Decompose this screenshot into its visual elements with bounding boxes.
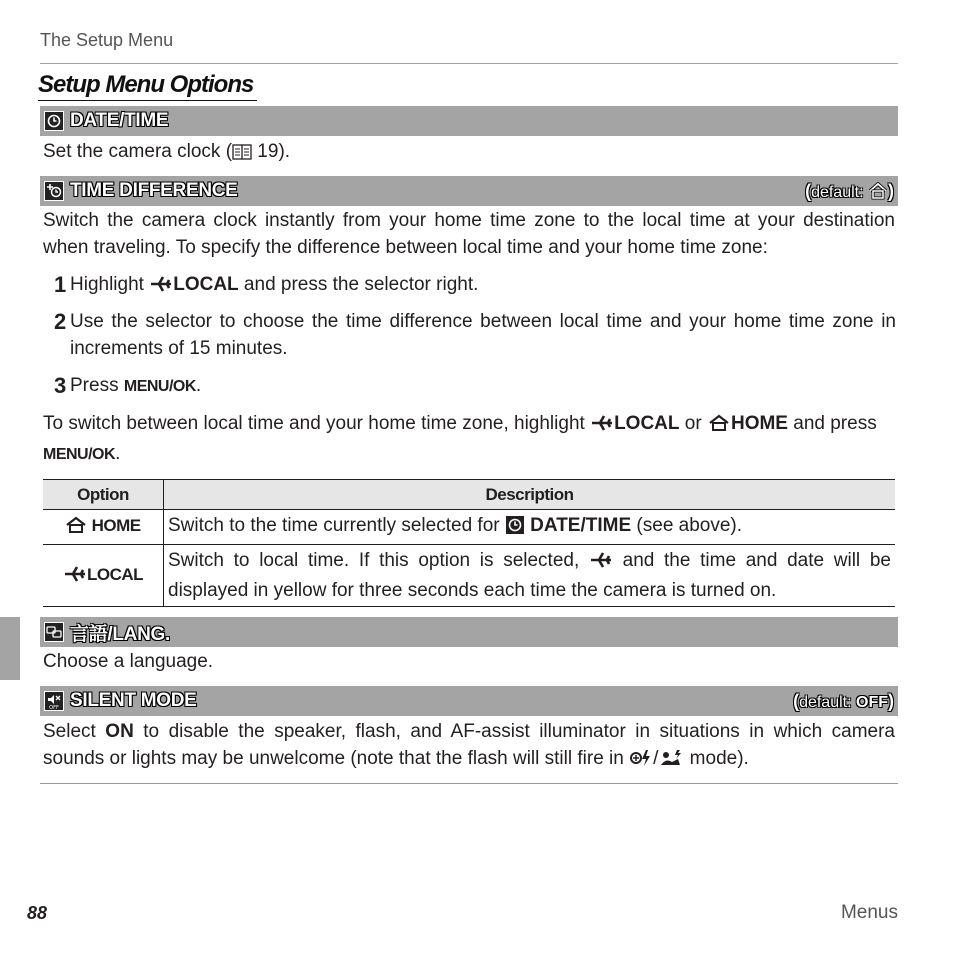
book-icon — [232, 141, 252, 168]
language-label: 言語/LANG. — [70, 623, 170, 645]
switch-menuok: MENU/OK — [43, 446, 116, 463]
section-title: Setup Menu Options — [38, 70, 257, 101]
table-row — [43, 545, 895, 607]
home-icon — [707, 413, 731, 440]
silent-desc-pre: Select — [43, 721, 106, 742]
switch-and: and press — [787, 413, 877, 434]
silent-mode-bar — [40, 686, 898, 716]
home-icon — [65, 515, 87, 542]
switch-local: LOCAL — [614, 413, 680, 434]
table-desc-home — [164, 510, 896, 545]
clock-icon — [505, 515, 525, 542]
flash-mode-icon — [629, 748, 653, 775]
table-option-home — [43, 510, 164, 545]
header-rule — [40, 63, 898, 64]
language-icon — [44, 622, 64, 642]
table-desc-home-pre: Switch to the time currently selected for — [168, 515, 505, 536]
time-difference-bar — [40, 176, 898, 206]
silent-mode-icon — [44, 691, 64, 711]
date-time-description — [43, 138, 895, 168]
table-option-home-label: HOME — [91, 516, 141, 535]
silent-mode-default: (default: OFF) — [793, 691, 894, 711]
time-difference-intro: Switch the camera clock instantly from your home time zone to the local time at your destination when traveling. To specify the difference between local time and your home time zone: — [43, 210, 895, 258]
table-desc-home-bold: DATE/TIME — [530, 515, 632, 536]
date-time-label: DATE/TIME — [70, 110, 169, 131]
chapter-side-tab — [0, 617, 20, 680]
clock-icon — [44, 111, 64, 131]
switch-instructions — [43, 410, 895, 468]
switch-end: . — [115, 443, 121, 464]
default-prefix: default: — [799, 694, 856, 711]
date-time-bar — [40, 106, 898, 136]
airplane-icon — [63, 564, 87, 591]
time-difference-default: (default: ) — [805, 181, 894, 205]
step-1-pre: Highlight — [70, 274, 150, 295]
silent-desc-slash: / — [653, 748, 659, 769]
page-number: 88 — [27, 903, 48, 923]
table-row — [43, 510, 895, 545]
options-table — [43, 479, 895, 607]
language-bar — [40, 617, 898, 647]
table-option-local — [43, 545, 164, 607]
step-1-bold: LOCAL — [173, 274, 239, 295]
silent-desc-on: ON — [105, 721, 134, 742]
step-3-post: . — [195, 375, 202, 396]
time-difference-icon — [44, 181, 64, 201]
step-2 — [54, 308, 896, 362]
chapter-name: Menus — [840, 902, 898, 923]
step-1-post: and press the selector right. — [238, 274, 479, 295]
home-icon — [868, 182, 888, 205]
running-header: The Setup Menu — [40, 30, 174, 50]
step-2-text: Use the selector to choose the time difference between local time and your home time zone in increments of 15 minutes. — [70, 311, 896, 359]
airplane-icon — [589, 550, 613, 577]
step-1-number: 1 — [54, 272, 66, 297]
default-prefix: default: — [811, 184, 868, 201]
svg-text:OFF: OFF — [49, 705, 59, 710]
switch-pre: To switch between local time and your home time zone, highlight — [43, 413, 591, 434]
airplane-icon — [590, 413, 614, 440]
step-3-number: 3 — [54, 373, 66, 398]
table-desc-home-post: (see above). — [631, 515, 743, 536]
step-1 — [54, 271, 896, 301]
default-value: OFF — [856, 694, 888, 711]
step-2-number: 2 — [54, 309, 66, 334]
silent-mode-description — [43, 718, 895, 775]
switch-home: HOME — [730, 413, 788, 434]
language-description: Choose a language. — [43, 651, 214, 672]
table-header-description: Description — [164, 480, 896, 510]
table-desc-local-pre: Switch to local time. If this option is selected, — [168, 550, 589, 571]
step-3 — [54, 372, 896, 400]
time-difference-label: TIME DIFFERENCE — [70, 180, 238, 201]
table-header-row — [43, 480, 895, 510]
date-time-desc-page: 19). — [252, 141, 291, 162]
silent-mode-label: SILENT MODE — [70, 690, 197, 711]
airplane-icon — [149, 274, 173, 301]
bottom-rule — [40, 783, 898, 784]
date-time-desc-prefix: Set the camera clock ( — [43, 141, 233, 162]
step-3-pre: Press — [70, 375, 124, 396]
step-3-menuok: MENU/OK — [123, 378, 196, 395]
table-desc-local — [164, 545, 896, 607]
table-option-local-label: LOCAL — [86, 564, 144, 584]
table-header-option: Option — [43, 480, 164, 510]
silent-desc-mid: to disable the speaker, flash, and AF-assist illuminator in situations in which camera sounds or lights may be unwelcome (note that the flash will still fire in — [43, 721, 895, 769]
switch-or: or — [679, 413, 707, 434]
silent-desc-post: mode). — [684, 748, 749, 769]
baby-mode-icon — [658, 748, 684, 775]
table-desc-local-post: and the time and date will be displayed in yellow for three seconds each time the camera is turned on. — [168, 550, 891, 601]
